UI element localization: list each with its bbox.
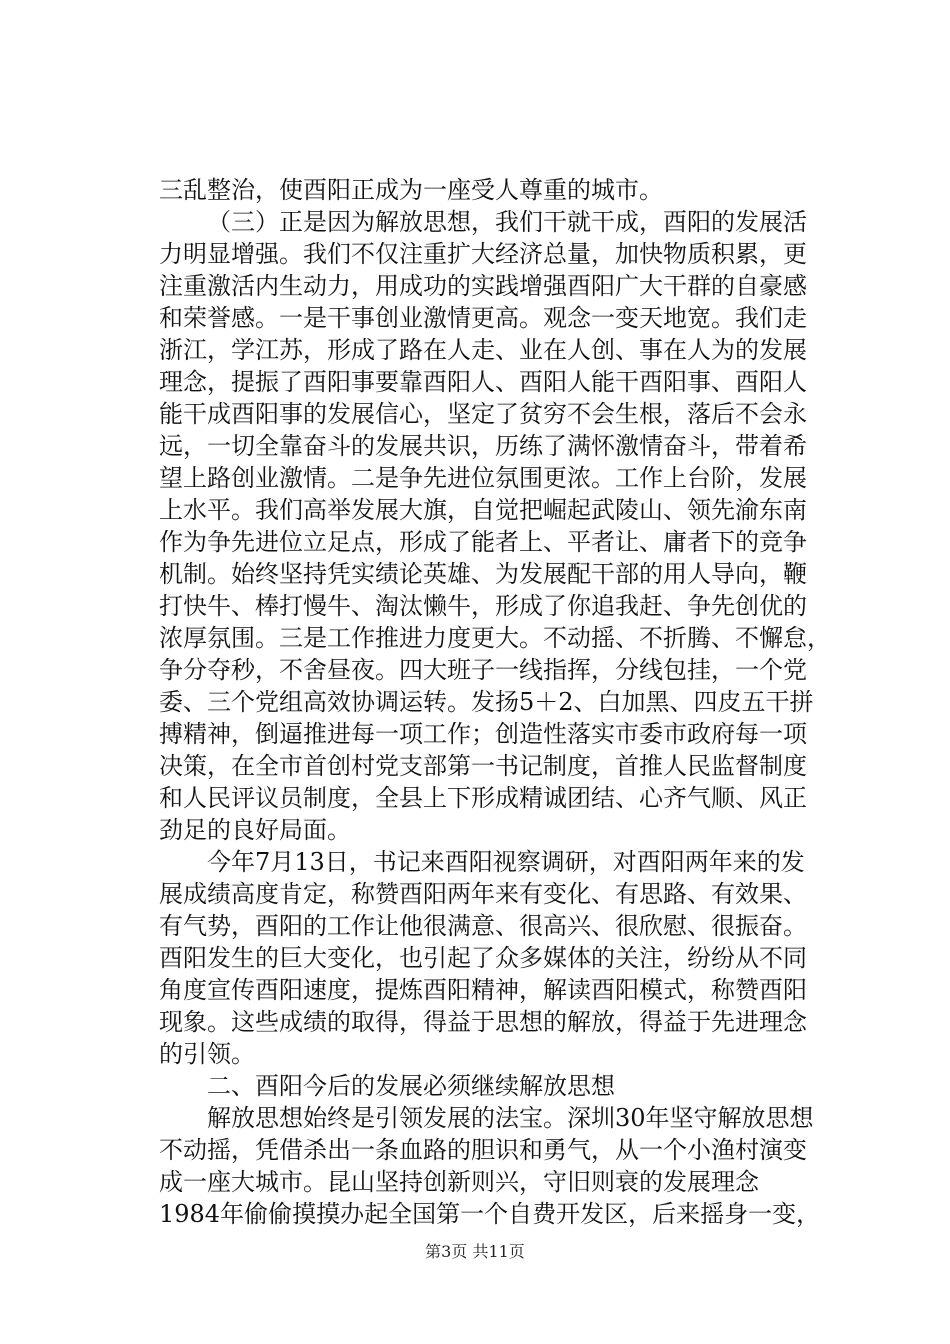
text-line: 浓厚氛围。三是工作推进力度更大。不动摇、不折腾、不懈怠， bbox=[159, 624, 831, 652]
text-line: 机制。始终坚持凭实绩论英雄、为发展配干部的用人导向，鞭 bbox=[159, 560, 807, 588]
text-line: 1984年偷偷摸摸办起全国第一个自费开发区，后来摇身一变， bbox=[159, 1200, 821, 1228]
text-line: 决策，在全市首创村党支部第一书记制度，首推人民监督制度 bbox=[159, 752, 807, 780]
text-line: 望上路创业激情。二是争先进位氛围更浓。工作上台阶，发展 bbox=[159, 464, 807, 492]
section-heading: 二、酉阳今后的发展必须继续解放思想 bbox=[207, 1072, 615, 1100]
text-line: 浙江，学江苏，形成了路在人走、业在人创、事在人为的发展 bbox=[159, 336, 807, 364]
text-line: 打快牛、棒打慢牛、淘汰懒牛，形成了你追我赶、争先创优的 bbox=[159, 592, 807, 620]
text-line: 解放思想始终是引领发展的法宝。深圳30年坚守解放思想 bbox=[207, 1104, 814, 1132]
text-line: 能干成酉阳事的发展信心，坚定了贫穷不会生根，落后不会永 bbox=[159, 400, 807, 428]
text-line: 注重激活内生动力，用成功的实践增强酉阳广大干群的自豪感 bbox=[159, 272, 807, 300]
text-line: 理念，提振了酉阳事要靠酉阳人、酉阳人能干酉阳事、酉阳人 bbox=[159, 368, 807, 396]
text-line: 今年7月13日，书记来酉阳视察调研，对酉阳两年来的发 bbox=[207, 848, 805, 876]
text-line: 和人民评议员制度，全县上下形成精诚团结、心齐气顺、风正 bbox=[159, 784, 807, 812]
text-line: 劲足的良好局面。 bbox=[159, 816, 351, 844]
text-line: 酉阳发生的巨大变化，也引起了众多媒体的关注，纷纷从不同 bbox=[159, 944, 807, 972]
text-line: 委、三个党组高效协调运转。发扬5＋2、白加黑、四皮五干拼 bbox=[159, 688, 814, 716]
text-line: 角度宣传酉阳速度，提炼酉阳精神，解读酉阳模式，称赞酉阳 bbox=[159, 976, 807, 1004]
document-body bbox=[159, 174, 831, 1230]
text-line: 不动摇，凭借杀出一条血路的胆识和勇气，从一个小渔村演变 bbox=[159, 1136, 807, 1164]
text-line: 有气势，酉阳的工作让他很满意、很高兴、很欣慰、很振奋。 bbox=[159, 912, 807, 940]
text-line: 现象。这些成绩的取得，得益于思想的解放，得益于先进理念 bbox=[159, 1008, 807, 1036]
text-line: （三）正是因为解放思想，我们干就干成，酉阳的发展活 bbox=[207, 208, 807, 236]
text-line: 作为争先进位立足点，形成了能者上、平者让、庸者下的竞争 bbox=[159, 528, 807, 556]
text-line: 上水平。我们高举发展大旗，自觉把崛起武陵山、领先渝东南 bbox=[159, 496, 807, 524]
text-line: 的引领。 bbox=[159, 1040, 255, 1068]
text-line: 成一座大城市。昆山坚持创新则兴，守旧则衰的发展理念 bbox=[159, 1168, 759, 1196]
text-line: 和荣誉感。一是干事创业激情更高。观念一变天地宽。我们走 bbox=[159, 304, 807, 332]
text-line: 搏精神，倒逼推进每一项工作；创造性落实市委市政府每一项 bbox=[159, 720, 807, 748]
text-line: 力明显增强。我们不仅注重扩大经济总量，加快物质积累，更 bbox=[159, 240, 807, 268]
text-line: 远，一切全靠奋斗的发展共识，历练了满怀激情奋斗，带着希 bbox=[159, 432, 807, 460]
text-line: 三乱整治，使酉阳正成为一座受人尊重的城市。 bbox=[159, 176, 663, 204]
text-line: 展成绩高度肯定，称赞酉阳两年来有变化、有思路、有效果、 bbox=[159, 880, 807, 908]
page-number: 第3页 共11页 bbox=[425, 1242, 525, 1261]
page-footer bbox=[0, 1242, 950, 1262]
text-line: 争分夺秒，不舍昼夜。四大班子一线指挥，分线包挂，一个党 bbox=[159, 656, 807, 684]
